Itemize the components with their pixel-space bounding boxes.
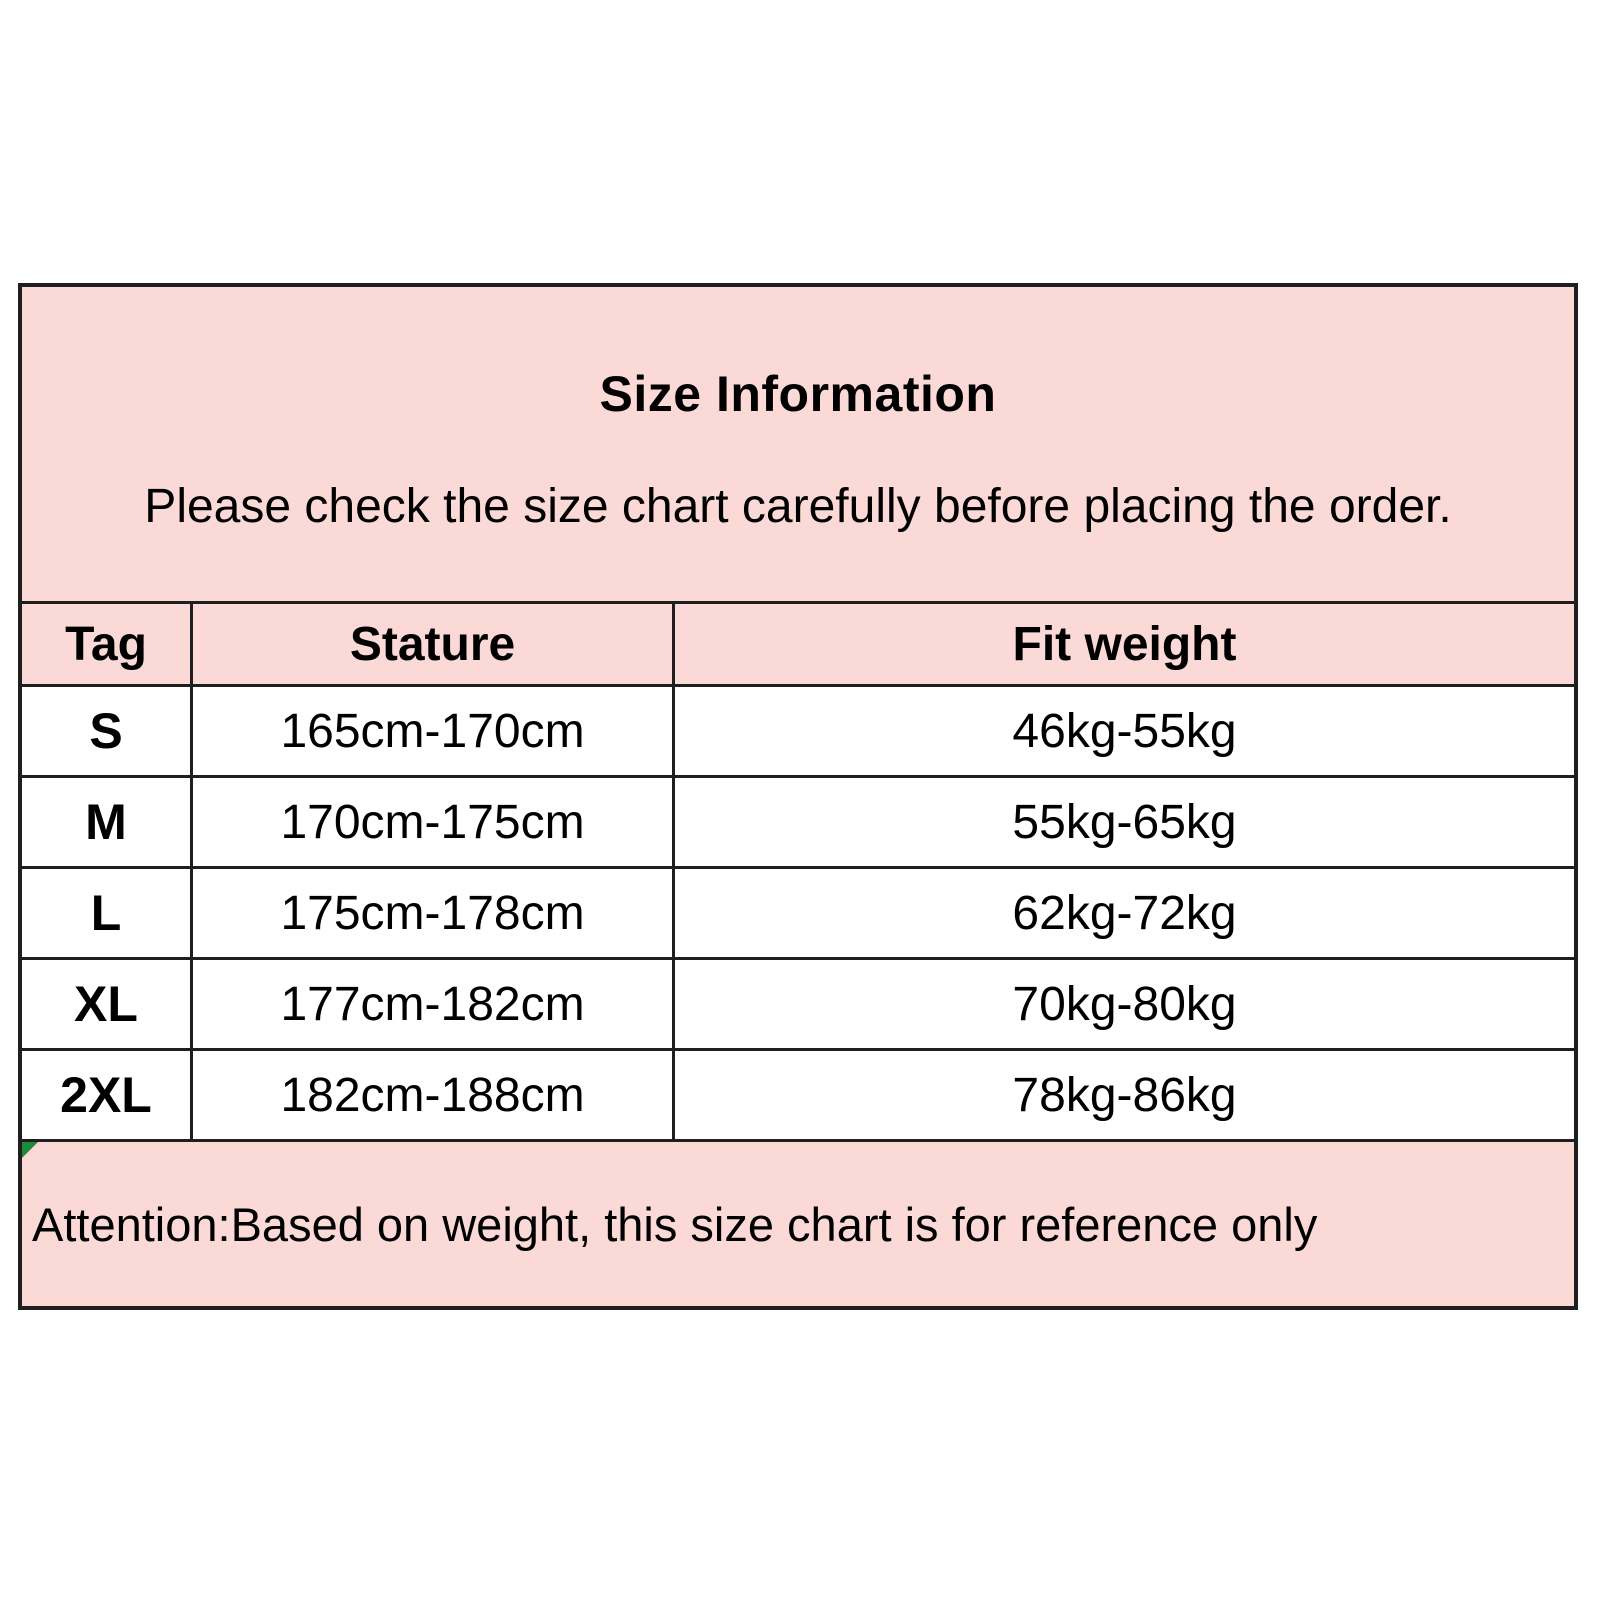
size-table bbox=[22, 604, 1574, 1139]
subtitle-note: Please check the size chart carefully before placing the order. bbox=[144, 480, 1452, 533]
info-header bbox=[22, 287, 1574, 601]
table-row-xl-stature: 177cm-182cm bbox=[193, 960, 672, 1048]
table-row-m-fit-weight: 55kg-65kg bbox=[675, 778, 1574, 866]
table-row-l-tag: L bbox=[22, 869, 190, 957]
attention-text: Attention:Based on weight, this size chart is for reference only bbox=[32, 1197, 1318, 1251]
table-row-m-tag: M bbox=[22, 778, 190, 866]
table-row-m-stature: 170cm-175cm bbox=[193, 778, 672, 866]
column-header-fit-weight: Fit weight bbox=[675, 604, 1574, 684]
table-row-2xl-stature: 182cm-188cm bbox=[193, 1051, 672, 1139]
table-row-l-stature: 175cm-178cm bbox=[193, 869, 672, 957]
column-header-tag: Tag bbox=[22, 604, 190, 684]
table-row-s-stature: 165cm-170cm bbox=[193, 687, 672, 775]
size-chart-panel bbox=[18, 283, 1578, 1310]
table-row-2xl-tag: 2XL bbox=[22, 1051, 190, 1139]
attention-bar bbox=[22, 1142, 1574, 1306]
table-row-xl-tag: XL bbox=[22, 960, 190, 1048]
table-row-s-fit-weight: 46kg-55kg bbox=[675, 687, 1574, 775]
table-row-l-fit-weight: 62kg-72kg bbox=[675, 869, 1574, 957]
column-header-stature: Stature bbox=[193, 604, 672, 684]
table-row-s-tag: S bbox=[22, 687, 190, 775]
corner-flag-icon bbox=[22, 1142, 38, 1158]
table-row-2xl-fit-weight: 78kg-86kg bbox=[675, 1051, 1574, 1139]
table-row-xl-fit-weight: 70kg-80kg bbox=[675, 960, 1574, 1048]
page-title: Size Information bbox=[599, 366, 997, 422]
